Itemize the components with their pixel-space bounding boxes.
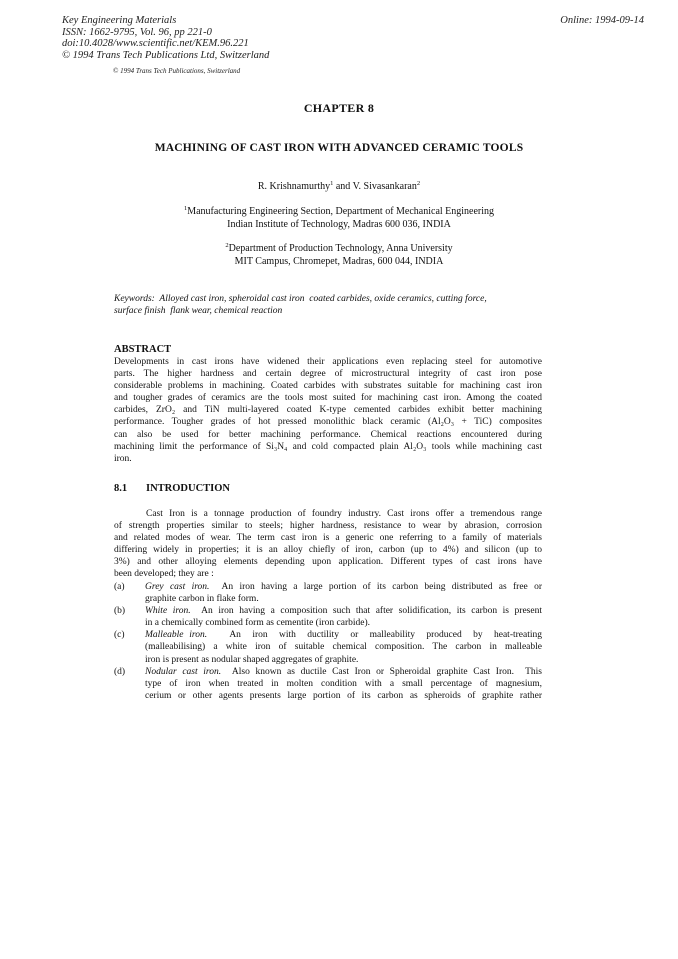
author-2-affil-mark: 2 — [416, 180, 421, 187]
introduction-paragraph — [114, 508, 542, 581]
list-item-label: (c) — [114, 630, 125, 641]
issn-line: ISSN: 1662-9795, Vol. 96, pp 221-0 — [62, 26, 212, 38]
list-item-term: Grey cast iron. — [145, 582, 210, 592]
list-item-text: in a chemically combined form as cementite (iron carbide). — [145, 618, 371, 629]
list-item-term: Malleable iron. — [145, 630, 208, 641]
list-item — [114, 581, 542, 605]
list-item — [114, 629, 542, 665]
list-item-text: cerium or other agents presents large portion of its carbon as spheroids of graphite rather — [145, 690, 542, 701]
abstract-body — [114, 356, 542, 465]
list-item-text: An iron having a composition such that after solidification, its carbon is present — [190, 606, 542, 617]
keywords-label: Keywords: — [114, 294, 155, 304]
intro-line: Cast Iron is a tonnage production of foundry industry. Cast irons offer a tremendous range — [146, 509, 542, 519]
intro-line: 3%) and other alloying elements depending upon application. Different types of cast irons have — [114, 557, 542, 568]
abstract-heading: ABSTRACT — [114, 344, 172, 355]
online-date: Online: 1994-09-14 — [560, 15, 644, 26]
intro-line: and related modes of wear. The term cast iron is a generic one referring to a family of materials — [114, 533, 542, 544]
list-item-text: An iron with ductility or malleability produced by heat-treating — [207, 630, 542, 641]
copyright-small: © 1994 Trans Tech Publications, Switzerland — [113, 67, 241, 75]
affiliation-2 — [0, 243, 678, 268]
list-item-text: type of iron when treated in molten condition with a small percentage of magnesium, — [145, 678, 542, 689]
intro-line: of strength properties similar to steels; higher hardness, resistance to wear by abrasion, corrosion — [114, 521, 542, 532]
list-item-text: Also known as ductile Cast Iron or Spheroidal graphite Cast Iron. This — [221, 666, 542, 677]
journal-header — [62, 15, 269, 61]
list-item-text: graphite carbon in flake form. — [145, 594, 259, 605]
list-item-text: An iron having a large portion of its carbon being distributed as free or — [209, 582, 542, 592]
abstract-line: iron. — [114, 453, 132, 464]
author-1: R. Krishnamurthy — [257, 181, 331, 192]
author-2: and V. Sivasankaran — [333, 181, 417, 192]
keywords — [114, 293, 544, 317]
author-1-affil-mark: 1 — [330, 180, 334, 187]
list-item-text: iron is present as nodular shaped aggregates of graphite. — [145, 654, 359, 665]
abstract-line: considerable problems in machining. Coated carbides with substrates suitable for machining cast iron — [114, 381, 542, 392]
list-item — [114, 666, 542, 702]
abstract-line: parts. The higher hardness and certain degree of microstructural integrity of cast iron pose — [114, 369, 542, 380]
affiliation-1-mark: 1 — [183, 205, 188, 212]
abstract-line: carbides, ZrO₂ and TiN multi-layered coated K-type cemented carbides exhibit better machining — [114, 405, 542, 416]
list-item-text: (malleabilising) a white iron of suitable chemical composition. The carbon in malleable — [145, 642, 542, 653]
keywords-line-1: Alloyed cast iron, spheroidal cast iron coated carbides, oxide ceramics, cutting force, — [154, 294, 487, 304]
affiliation-2-mark: 2 — [225, 242, 229, 249]
affiliation-1 — [0, 206, 678, 231]
chapter-label: CHAPTER 8 — [303, 101, 375, 115]
list-item-label: (a) — [114, 582, 125, 592]
authors — [0, 181, 678, 192]
journal-name: Key Engineering Materials — [62, 15, 177, 26]
affiliation-2-line-1: Department of Production Technology, Anna University — [228, 243, 453, 254]
cast-iron-types-list — [114, 581, 542, 702]
abstract-line: machining limit the performance of Si₃N₄ and cold compacted plain Al₂O₃ tools while machining cast — [114, 441, 542, 452]
list-item — [114, 605, 542, 629]
intro-line: differing widely in properties; it is an alloy chiefly of iron, carbon (up to 4%) and silicon (up to — [114, 545, 542, 556]
affiliation-2-line-2: MIT Campus, Chromepet, Madras, 600 044, INDIA — [234, 255, 444, 267]
doi-line: doi:10.4028/www.scientific.net/KEM.96.221 — [62, 38, 249, 50]
list-item-term: Nodular cast iron. — [145, 666, 222, 677]
abstract-line: Developments in cast irons have widened their applications even replacing steel for automotive — [114, 357, 542, 367]
copyright-line: © 1994 Trans Tech Publications Ltd, Switzerland — [62, 49, 270, 61]
affiliation-1-line-2: Indian Institute of Technology, Madras 600 036, INDIA — [227, 218, 451, 230]
abstract-line: performance. Tougher grades of hot pressed monolithic black ceramic (Al₂O₃ + TiC) composites — [114, 417, 542, 428]
list-item-label: (b) — [114, 606, 126, 617]
abstract-line: and tougher grades of ceramics are the tools most suited for machining cast iron. Among the coated — [114, 393, 542, 404]
intro-line: been developed; they are : — [114, 569, 214, 580]
list-item-label: (d) — [114, 666, 126, 677]
section-number: 8.1 — [114, 483, 128, 494]
abstract-line: can also be used for better machining performance. Chemical reactions encountered during — [114, 429, 542, 440]
keywords-line-2: surface finish flank wear, chemical reaction — [114, 306, 283, 316]
paper-title: MACHINING OF CAST IRON WITH ADVANCED CERAMIC TOOLS — [154, 142, 524, 154]
section-title: INTRODUCTION — [146, 483, 231, 494]
list-item-term: White iron. — [145, 606, 191, 617]
affiliation-1-line-1: Manufacturing Engineering Section, Department of Mechanical Engineering — [187, 206, 495, 217]
